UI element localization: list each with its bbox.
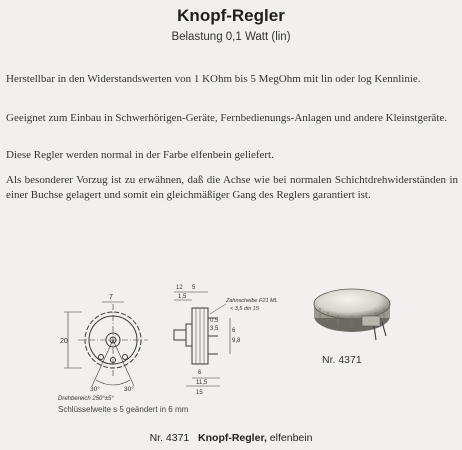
dim-angle-right: 30° (124, 386, 134, 393)
dim-20: 20 (60, 338, 68, 345)
caption-number: Nr. 4371 (149, 432, 190, 444)
dim-0-5: 0,5 (210, 318, 219, 324)
key-width-note: Schlüsselweite s 5 geändert in 6 mm (58, 405, 189, 414)
caption-name: Knopf-Regler, (198, 432, 267, 444)
dim-12: 12 (176, 285, 183, 291)
dim-1-5: 1,5 (178, 294, 187, 300)
dim-11-5: 11,5 (196, 380, 208, 386)
caption (0, 432, 462, 444)
dim-7: 7 (109, 294, 113, 301)
dim-9-8: 9,8 (232, 338, 241, 344)
page-title: Knopf-Regler (177, 6, 285, 25)
paragraph-color: Diese Regler werden normal in der Farbe elfenbein geliefert. (6, 149, 274, 161)
product-photo (308, 282, 398, 348)
photo-label: Nr. 4371 (322, 354, 362, 366)
dim-3-5: 3,5 (210, 326, 219, 332)
paragraph-advantage: Als besonderer Vorzug ist zu erwähnen, daß die Achse wie bei normalen Schichtdrehwiderständen in einer Buchse gelagert und somit ein gleichmäßiger Gang des Reglers garantiert ist. (6, 174, 458, 201)
dim-6: 6 (232, 328, 236, 334)
side-view-drawing (170, 278, 290, 396)
front-view-drawing (58, 290, 168, 402)
washer-note: Zahnscheibe F21 ML (226, 298, 278, 304)
dim-15: 15 (196, 390, 203, 396)
dim-angle-left: 30° (90, 386, 100, 393)
rotation-note: Drehbereich 250°±5° (58, 396, 114, 402)
caption-color: elfenbein (269, 432, 313, 444)
dim-5: 5 (192, 285, 196, 291)
paragraph-application: Geeignet zum Einbau in Schwerhörigen-Geräte, Fernbedienungs-Anlagen und andere Kleinstgeräte. (6, 112, 448, 124)
dim-6-b: 6 (198, 370, 202, 376)
paragraph-range: Herstellbar in den Widerstandswerten von 1 KOhm bis 5 MegOhm mit lin oder log Kennlinie. (6, 73, 421, 85)
page-subtitle: Belastung 0,1 Watt (lin) (171, 31, 291, 43)
washer-note-2: < 3,5 din 15 (230, 306, 259, 312)
